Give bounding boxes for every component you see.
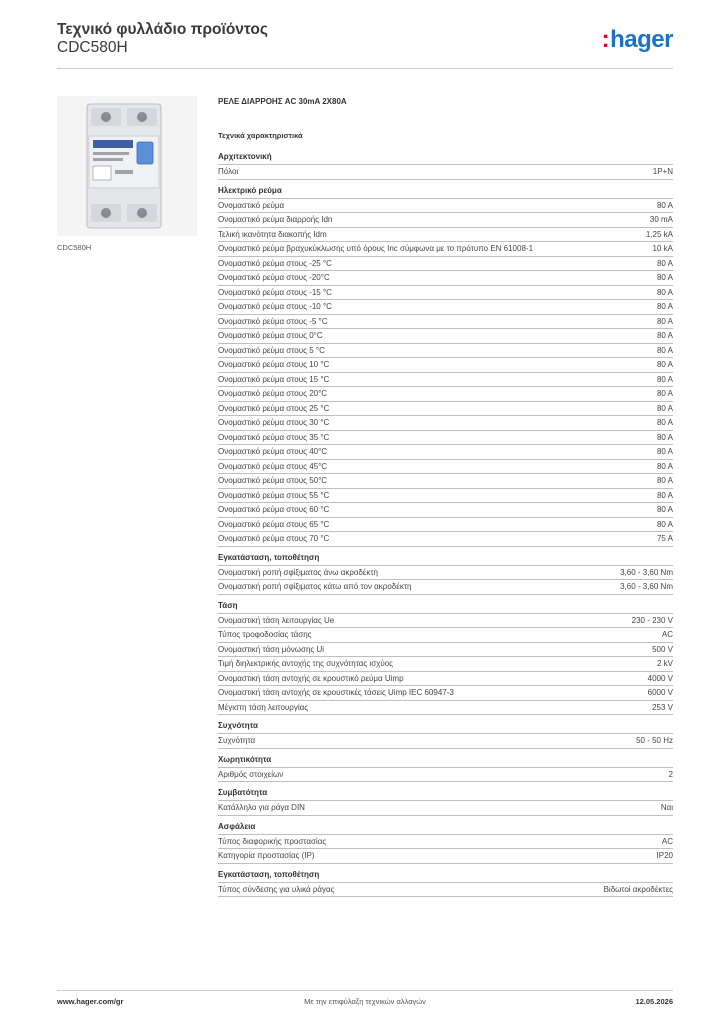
spec-value: Βιδωτοί ακροδέκτες [603, 884, 673, 894]
spec-label: Ονομαστικό ρεύμα στους 25 °C [218, 403, 330, 413]
spec-label: Ονομαστικό ρεύμα στους -5 °C [218, 316, 328, 326]
spec-label: Τύπος τροφοδοσίας τάσης [218, 630, 312, 639]
spec-label: Ονομαστικό ρεύμα στους 10 °C [218, 360, 330, 369]
spec-value: 4000 V [647, 673, 673, 683]
footer-divider [57, 990, 673, 991]
spec-row [218, 627, 673, 642]
spec-label: Ονομαστικό ρεύμα στους 15 °C [218, 374, 330, 384]
spec-label: Ονομαστικό ρεύμα στους -15 °C [218, 287, 332, 297]
footer-date: 12.05.2026 [635, 997, 673, 1006]
spec-row [218, 488, 673, 503]
product-image [57, 96, 197, 236]
spec-label: Ονομαστικό ρεύμα στους 50°C [218, 476, 328, 485]
header-divider [57, 68, 673, 69]
section-title: Χωρητικότητα [218, 754, 272, 764]
spec-value: 75 A [656, 534, 673, 543]
spec-row [218, 241, 673, 256]
image-caption: CDC580H [57, 243, 92, 252]
spec-row [218, 579, 673, 594]
spec-row [218, 415, 673, 430]
spec-label: Τύπος διαφορικής προστασίας [218, 836, 327, 846]
spec-row [218, 502, 673, 517]
section-title: Ηλεκτρικό ρεύμα [218, 185, 282, 195]
spec-label: Ονομαστικό ρεύμα βραχυκύκλωσης υπό όρους Inc σύμφωνα με το πρότυπο EN 61008-1 [218, 244, 534, 253]
spec-value: 6000 V [647, 688, 673, 697]
spec-row [218, 357, 673, 372]
spec-label: Κατηγορία προστασίας (IP) [218, 851, 315, 860]
section-end-rule [218, 594, 673, 595]
section-end-rule [218, 896, 673, 897]
spec-value: 1,25 kA [645, 229, 673, 239]
spec-value: 80 A [656, 403, 673, 413]
spec-value: 80 A [656, 273, 673, 282]
spec-row [218, 430, 673, 445]
spec-value: 500 V [652, 644, 673, 654]
spec-row [218, 800, 673, 815]
spec-row [218, 164, 673, 179]
spec-value: 80 A [656, 447, 673, 456]
circuit-breaker-icon [57, 96, 197, 236]
spec-value: 80 A [656, 476, 673, 485]
spec-row [218, 565, 673, 580]
tech-specs-title: Τεχνικά χαρακτηριστικά [218, 131, 303, 140]
spec-row [218, 613, 673, 628]
spec-row [218, 733, 673, 748]
section-title: Συχνότητα [218, 721, 258, 730]
spec-value: 80 A [656, 374, 673, 384]
spec-label: Ονομαστική τάση αντοχής σε κρουστικό ρεύμα Uimp [218, 673, 404, 683]
spec-label: Ονομαστικό ρεύμα στους 65 °C [218, 519, 330, 529]
spec-value: 80 A [656, 360, 673, 369]
section-end-rule [218, 781, 673, 782]
spec-label: Αριθμός στοιχείων [218, 769, 284, 779]
spec-label: Ονομαστικό ρεύμα στους 0°C [218, 331, 323, 340]
spec-row [218, 372, 673, 387]
spec-value: 10 kA [652, 244, 673, 253]
product-name: ΡΕΛΕ ΔΙΑΡΡΟΗΣ AC 30mA 2X80A [218, 97, 347, 106]
spec-row [218, 343, 673, 358]
section-end-rule [218, 714, 673, 715]
spec-value: 3,60 - 3,60 Nm [620, 567, 673, 577]
spec-value: 80 A [656, 461, 673, 471]
spec-row [218, 227, 673, 242]
spec-label: Ονομαστική τάση αντοχής σε κρουστικές τάσεις Uimp IEC 60947-3 [218, 688, 454, 697]
spec-label: Ονομαστικό ρεύμα στους 35 °C [218, 432, 330, 442]
spec-row [218, 444, 673, 459]
spec-value: 3,60 - 3,60 Nm [620, 582, 673, 591]
spec-row [218, 531, 673, 546]
spec-value: 80 A [656, 389, 673, 398]
spec-value: 230 - 230 V [631, 615, 673, 625]
spec-row [218, 473, 673, 488]
spec-row [218, 685, 673, 700]
spec-value: 80 A [656, 490, 673, 500]
spec-label: Ονομαστικό ρεύμα στους 45°C [218, 461, 328, 471]
spec-label: Ονομαστικό ρεύμα διαρροής Idn [218, 215, 333, 224]
spec-value: 80 A [656, 505, 673, 514]
spec-label: Πόλοι [218, 167, 239, 176]
spec-value: IP20 [656, 851, 673, 860]
spec-value: AC [661, 836, 673, 846]
spec-label: Ονομαστικό ρεύμα στους 5 °C [218, 345, 325, 355]
spec-row [218, 767, 673, 782]
section-end-rule [218, 748, 673, 749]
spec-value: 80 A [656, 432, 673, 442]
spec-value: 80 A [656, 200, 673, 210]
spec-label: Ονομαστική ροπή σφίξιματος άνω ακροδέκτη [218, 567, 378, 577]
document-header [57, 20, 673, 70]
spec-row [218, 256, 673, 271]
spec-label: Ονομαστική τάση μόνωσης Ui [218, 644, 325, 654]
spec-value: 80 A [656, 302, 673, 311]
section-title: Αρχιτεκτονική [218, 152, 272, 161]
spec-label: Ονομαστικό ρεύμα στους -10 °C [218, 302, 332, 311]
spec-label: Τύπος σύνδεσης για υλικά ράγας [218, 884, 335, 894]
spec-value: Ναι [660, 803, 673, 812]
spec-value: 80 A [656, 316, 673, 326]
spec-label: Τελική ικανότητα διακοπής Idm [218, 229, 327, 239]
spec-value: 50 - 50 Hz [636, 736, 673, 745]
spec-value: 80 A [656, 418, 673, 427]
spec-value: 80 A [656, 345, 673, 355]
spec-row [218, 212, 673, 227]
spec-row [218, 882, 673, 897]
spec-label: Ονομαστικό ρεύμα στους 30 °C [218, 418, 330, 427]
section-title: Εγκατάσταση, τοποθέτηση [218, 552, 320, 562]
section-title: Τάση [218, 600, 238, 610]
hager-logo [602, 26, 673, 54]
spec-row [218, 517, 673, 532]
spec-row [218, 314, 673, 329]
spec-label: Συχνότητα [218, 736, 256, 745]
spec-row [218, 270, 673, 285]
spec-row [218, 700, 673, 715]
spec-label: Ονομαστικό ρεύμα στους -20°C [218, 273, 330, 282]
footer-notice: Με την επιφύλαξη τεχνικών αλλαγών [304, 997, 426, 1006]
spec-row [218, 401, 673, 416]
spec-label: Κατάλληλο για ράγα DIN [218, 803, 305, 812]
spec-value: 30 mA [649, 215, 673, 224]
spec-value: 253 V [652, 702, 673, 712]
spec-label: Ονομαστική ροπή σφίξιματος κάτω από τον ακροδέκτη [218, 582, 412, 591]
spec-value: 80 A [656, 258, 673, 268]
spec-label: Ονομαστικό ρεύμα στους 60 °C [218, 505, 330, 514]
spec-value: 80 A [656, 331, 673, 340]
footer-website: www.hager.com/gr [57, 997, 124, 1006]
section-title: Εγκατάσταση, τοποθέτηση [218, 869, 320, 879]
logo-colon-icon: : [601, 26, 610, 53]
spec-value: 80 A [656, 287, 673, 297]
spec-row [218, 656, 673, 671]
spec-row [218, 848, 673, 863]
spec-label: Ονομαστικό ρεύμα [218, 200, 285, 210]
spec-value: AC [661, 630, 673, 639]
spec-row [218, 834, 673, 849]
spec-label: Ονομαστικό ρεύμα στους 20°C [218, 389, 328, 398]
spec-row [218, 671, 673, 686]
spec-value: 80 A [656, 519, 673, 529]
spec-label: Τιμή διηλεκτρικής αντοχής της συχνότητας ισχύος [218, 659, 394, 668]
section-title: Ασφάλεια [218, 821, 256, 831]
spec-label: Μέγιστη τάση λειτουργίας [218, 702, 309, 712]
spec-row [218, 299, 673, 314]
spec-label: Ονομαστικό ρεύμα στους -25 °C [218, 258, 332, 268]
product-code: CDC580H [57, 39, 128, 56]
document-title: Τεχνικό φυλλάδιο προϊόντος [57, 21, 268, 38]
spec-row [218, 459, 673, 474]
section-end-rule [218, 546, 673, 547]
spec-row [218, 386, 673, 401]
spec-row [218, 328, 673, 343]
spec-row [218, 642, 673, 657]
spec-label: Ονομαστική τάση λειτουργίας Ue [218, 615, 335, 625]
logo-text: hager [610, 26, 673, 53]
spec-label: Ονομαστικό ρεύμα στους 40°C [218, 447, 328, 456]
section-end-rule [218, 815, 673, 816]
section-end-rule [218, 863, 673, 864]
spec-value: 1P+N [652, 167, 673, 176]
spec-label: Ονομαστικό ρεύμα στους 55 °C [218, 490, 330, 500]
spec-content [218, 96, 673, 897]
spec-value: 2 kV [656, 659, 673, 668]
spec-label: Ονομαστικό ρεύμα στους 70 °C [218, 534, 330, 543]
spec-value: 2 [668, 769, 673, 779]
spec-row [218, 285, 673, 300]
section-title: Συμβατότητα [218, 788, 268, 797]
spec-sections [218, 152, 673, 897]
section-end-rule [218, 179, 673, 180]
spec-row [218, 198, 673, 213]
